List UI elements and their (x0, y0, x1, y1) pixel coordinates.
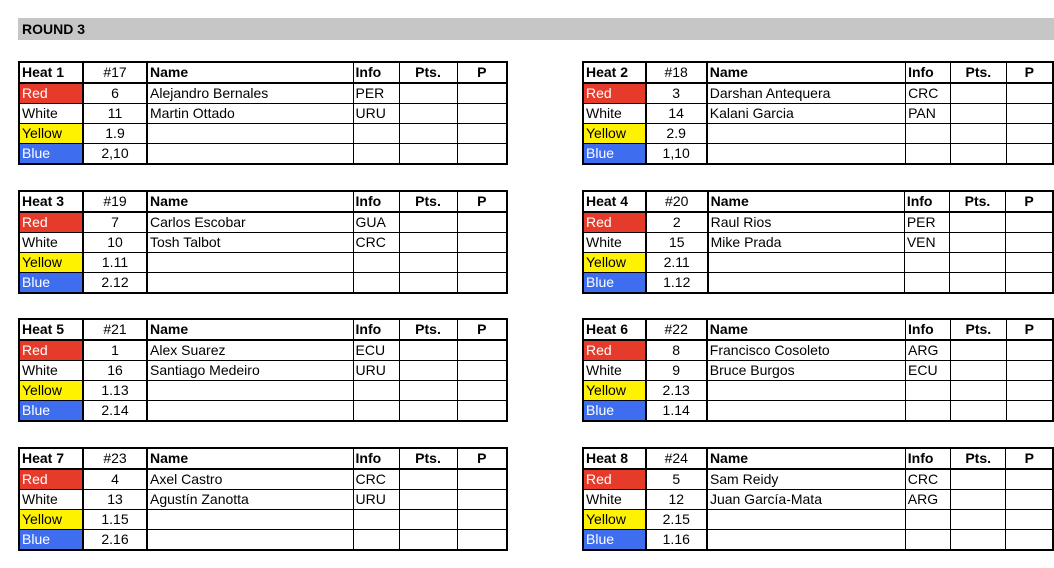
heat-number: #17 (83, 62, 147, 83)
athlete-name (147, 124, 353, 144)
place-cell (457, 144, 507, 165)
heat-table (18, 318, 508, 422)
header-info: Info (906, 62, 951, 83)
heat-header-row (583, 448, 1053, 469)
seed-number: 2.16 (83, 530, 147, 551)
heat-table (582, 61, 1054, 165)
lane-color-white: White (583, 233, 646, 253)
lane-color-white: White (19, 104, 83, 124)
table-row (19, 124, 507, 144)
athlete-country (905, 530, 950, 551)
athlete-name: Bruce Burgos (707, 361, 906, 381)
heat-number: #19 (83, 191, 147, 212)
place-cell (1006, 104, 1053, 124)
athlete-country (353, 144, 399, 165)
athlete-name: Santiago Medeiro (147, 361, 353, 381)
heat-number: #20 (646, 191, 708, 212)
header-name: Name (707, 319, 906, 340)
athlete-name: Axel Castro (147, 469, 353, 490)
points-cell (399, 212, 457, 233)
athlete-country: GUA (353, 212, 399, 233)
lane-color-white: White (19, 490, 83, 510)
heat-label: Heat 5 (19, 319, 83, 340)
table-row (19, 361, 507, 381)
table-row (19, 510, 507, 530)
athlete-name: Carlos Escobar (147, 212, 353, 233)
place-cell (1006, 340, 1053, 361)
athlete-name (707, 401, 906, 422)
heat-header-row (583, 62, 1053, 83)
place-cell (1005, 212, 1053, 233)
athlete-country: CRC (353, 233, 399, 253)
heat-label: Heat 1 (19, 62, 83, 83)
place-cell (1005, 233, 1053, 253)
header-info: Info (353, 448, 399, 469)
lane-color-red: Red (583, 340, 646, 361)
athlete-name (707, 124, 906, 144)
seed-number: 1.12 (646, 273, 708, 294)
athlete-country (353, 381, 399, 401)
points-cell (951, 361, 1007, 381)
seed-number: 13 (83, 490, 147, 510)
lane-color-blue: Blue (583, 401, 646, 422)
athlete-name: Martin Ottado (147, 104, 353, 124)
place-cell (457, 510, 507, 530)
athlete-country: CRC (353, 469, 399, 490)
points-cell (399, 381, 457, 401)
athlete-name (147, 530, 353, 551)
header-name: Name (707, 62, 906, 83)
seed-number: 2.9 (646, 124, 707, 144)
lane-color-red: Red (583, 212, 646, 233)
athlete-country (353, 510, 399, 530)
points-cell (951, 83, 1007, 104)
athlete-country (906, 144, 951, 165)
header-pts: Pts. (949, 191, 1005, 212)
header-p: P (457, 448, 507, 469)
header-info: Info (353, 191, 399, 212)
athlete-country (906, 124, 951, 144)
seed-number: 2.14 (83, 401, 147, 422)
athlete-name: Kalani Garcia (707, 104, 906, 124)
seed-number: 2.12 (83, 273, 147, 294)
header-info: Info (904, 191, 949, 212)
heat-number: #18 (646, 62, 707, 83)
header-pts: Pts. (951, 62, 1007, 83)
header-name: Name (147, 62, 353, 83)
header-pts: Pts. (399, 448, 457, 469)
points-cell (399, 490, 457, 510)
lane-color-blue: Blue (583, 530, 646, 551)
header-p: P (1005, 191, 1053, 212)
heat-label: Heat 6 (583, 319, 646, 340)
seed-number: 2 (646, 212, 708, 233)
points-cell (399, 401, 457, 422)
athlete-country (906, 381, 951, 401)
table-row (583, 104, 1053, 124)
athlete-country (353, 530, 399, 551)
athlete-name (147, 253, 353, 273)
table-row (583, 253, 1053, 273)
heat-table (582, 190, 1054, 294)
athlete-country: URU (353, 361, 399, 381)
header-info: Info (353, 62, 399, 83)
athlete-name: Darshan Antequera (707, 83, 906, 104)
athlete-country: VEN (904, 233, 949, 253)
points-cell (950, 469, 1006, 490)
points-cell (950, 490, 1006, 510)
athlete-name: Francisco Cosoleto (707, 340, 906, 361)
lane-color-red: Red (19, 83, 83, 104)
points-cell (399, 104, 457, 124)
place-cell (457, 361, 507, 381)
lane-color-red: Red (583, 83, 646, 104)
place-cell (457, 273, 507, 294)
athlete-name: Alex Suarez (147, 340, 353, 361)
points-cell (951, 144, 1007, 165)
table-row (19, 104, 507, 124)
header-name: Name (147, 319, 353, 340)
athlete-name: Agustín Zanotta (147, 490, 353, 510)
athlete-name: Mike Prada (708, 233, 905, 253)
seed-number: 9 (646, 361, 707, 381)
place-cell (457, 381, 507, 401)
seed-number: 1.16 (646, 530, 707, 551)
table-row (19, 253, 507, 273)
athlete-country: ARG (906, 340, 951, 361)
heat-label: Heat 7 (19, 448, 83, 469)
athlete-country (353, 124, 399, 144)
lane-color-red: Red (19, 340, 83, 361)
lane-color-yellow: Yellow (19, 381, 83, 401)
table-row (19, 144, 507, 165)
table-row (19, 340, 507, 361)
lane-color-white: White (19, 233, 83, 253)
header-p: P (457, 62, 507, 83)
points-cell (950, 510, 1006, 530)
heat-table (18, 190, 508, 294)
table-row (19, 212, 507, 233)
lane-color-yellow: Yellow (583, 381, 646, 401)
athlete-name: Tosh Talbot (147, 233, 353, 253)
points-cell (399, 510, 457, 530)
header-pts: Pts. (399, 191, 457, 212)
header-info: Info (906, 319, 951, 340)
seed-number: 1.14 (646, 401, 707, 422)
place-cell (457, 233, 507, 253)
seed-number: 16 (83, 361, 147, 381)
athlete-country: PER (353, 83, 399, 104)
place-cell (1006, 144, 1053, 165)
points-cell (949, 212, 1005, 233)
athlete-name: Raul Rios (708, 212, 905, 233)
table-row (583, 273, 1053, 294)
athlete-country (353, 253, 399, 273)
athlete-country: URU (353, 490, 399, 510)
place-cell (457, 253, 507, 273)
place-cell (457, 124, 507, 144)
place-cell (457, 490, 507, 510)
place-cell (1006, 530, 1053, 551)
lane-color-yellow: Yellow (583, 253, 646, 273)
seed-number: 12 (646, 490, 707, 510)
lane-color-blue: Blue (19, 530, 83, 551)
points-cell (951, 104, 1007, 124)
table-row (583, 530, 1053, 551)
heat-table (18, 447, 508, 551)
athlete-country: CRC (906, 83, 951, 104)
table-row (583, 233, 1053, 253)
table-row (583, 212, 1053, 233)
points-cell (399, 124, 457, 144)
athlete-name (707, 510, 905, 530)
place-cell (457, 530, 507, 551)
seed-number: 1.11 (83, 253, 147, 273)
athlete-country (353, 401, 399, 422)
points-cell (951, 124, 1007, 144)
lane-color-white: White (583, 361, 646, 381)
athlete-country (353, 273, 399, 294)
place-cell (1006, 469, 1053, 490)
points-cell (950, 530, 1006, 551)
place-cell (1006, 401, 1053, 422)
points-cell (399, 530, 457, 551)
athlete-name: Juan García-Mata (707, 490, 905, 510)
heat-number: #21 (83, 319, 147, 340)
athlete-name (707, 144, 906, 165)
lane-color-blue: Blue (583, 144, 646, 165)
athlete-country: PAN (906, 104, 951, 124)
heat-header-row (19, 448, 507, 469)
place-cell (457, 104, 507, 124)
table-row (583, 381, 1053, 401)
place-cell (1006, 83, 1053, 104)
heat-table (582, 447, 1054, 551)
heat-header-row (19, 191, 507, 212)
place-cell (1005, 273, 1053, 294)
lane-color-yellow: Yellow (583, 124, 646, 144)
lane-color-red: Red (583, 469, 646, 490)
athlete-country: ECU (353, 340, 399, 361)
place-cell (1006, 381, 1053, 401)
heat-header-row (583, 319, 1053, 340)
seed-number: 1.15 (83, 510, 147, 530)
seed-number: 1,10 (646, 144, 707, 165)
table-row (583, 340, 1053, 361)
athlete-name (708, 273, 905, 294)
seed-number: 7 (83, 212, 147, 233)
heat-header-row (583, 191, 1053, 212)
athlete-name (147, 510, 353, 530)
points-cell (399, 83, 457, 104)
points-cell (949, 253, 1005, 273)
seed-number: 2,10 (83, 144, 147, 165)
athlete-name (147, 144, 353, 165)
lane-color-white: White (583, 104, 646, 124)
points-cell (399, 144, 457, 165)
table-row (19, 530, 507, 551)
round-title: ROUND 3 (18, 18, 1054, 40)
seed-number: 4 (83, 469, 147, 490)
athlete-country: PER (904, 212, 949, 233)
header-pts: Pts. (950, 448, 1006, 469)
table-row (583, 490, 1053, 510)
seed-number: 10 (83, 233, 147, 253)
points-cell (399, 361, 457, 381)
points-cell (399, 273, 457, 294)
heat-label: Heat 2 (583, 62, 646, 83)
header-pts: Pts. (399, 319, 457, 340)
place-cell (1006, 124, 1053, 144)
heat-table (18, 61, 508, 165)
heat-label: Heat 3 (19, 191, 83, 212)
lane-color-blue: Blue (583, 273, 646, 294)
table-row (19, 490, 507, 510)
place-cell (1006, 510, 1053, 530)
heat-label: Heat 4 (583, 191, 646, 212)
lane-color-blue: Blue (19, 273, 83, 294)
athlete-name: Alejandro Bernales (147, 83, 353, 104)
lane-color-red: Red (19, 469, 83, 490)
seed-number: 1.13 (83, 381, 147, 401)
heat-header-row (19, 62, 507, 83)
athlete-country: URU (353, 104, 399, 124)
table-row (19, 83, 507, 104)
athlete-name (147, 273, 353, 294)
header-p: P (1006, 319, 1053, 340)
athlete-country: CRC (905, 469, 950, 490)
header-pts: Pts. (399, 62, 457, 83)
header-name: Name (147, 191, 353, 212)
header-name: Name (147, 448, 353, 469)
lane-color-white: White (19, 361, 83, 381)
place-cell (457, 469, 507, 490)
header-p: P (1006, 62, 1053, 83)
points-cell (951, 381, 1007, 401)
heat-header-row (19, 319, 507, 340)
heat-table (582, 318, 1054, 422)
seed-number: 2.11 (646, 253, 708, 273)
athlete-country: ARG (905, 490, 950, 510)
table-row (583, 124, 1053, 144)
seed-number: 3 (646, 83, 707, 104)
lane-color-blue: Blue (19, 401, 83, 422)
seed-number: 2.15 (646, 510, 707, 530)
place-cell (1006, 361, 1053, 381)
points-cell (949, 233, 1005, 253)
lane-color-yellow: Yellow (19, 510, 83, 530)
header-name: Name (707, 448, 905, 469)
seed-number: 6 (83, 83, 147, 104)
athlete-name (147, 401, 353, 422)
header-pts: Pts. (951, 319, 1007, 340)
seed-number: 2.13 (646, 381, 707, 401)
athlete-name (707, 530, 905, 551)
table-row (583, 144, 1053, 165)
table-row (583, 469, 1053, 490)
heat-label: Heat 8 (583, 448, 646, 469)
header-name: Name (708, 191, 905, 212)
table-row (583, 510, 1053, 530)
table-row (19, 233, 507, 253)
heat-number: #22 (646, 319, 707, 340)
header-info: Info (353, 319, 399, 340)
athlete-name (708, 253, 905, 273)
table-row (583, 401, 1053, 422)
seed-number: 11 (83, 104, 147, 124)
athlete-country: ECU (906, 361, 951, 381)
place-cell (457, 401, 507, 422)
points-cell (399, 340, 457, 361)
seed-number: 1.9 (83, 124, 147, 144)
athlete-country (904, 273, 949, 294)
header-p: P (1006, 448, 1053, 469)
heat-number: #23 (83, 448, 147, 469)
table-row (19, 401, 507, 422)
table-row (583, 83, 1053, 104)
seed-number: 1 (83, 340, 147, 361)
lane-color-yellow: Yellow (19, 124, 83, 144)
athlete-country (906, 401, 951, 422)
points-cell (399, 253, 457, 273)
points-cell (951, 401, 1007, 422)
seed-number: 8 (646, 340, 707, 361)
athlete-name (147, 381, 353, 401)
lane-color-red: Red (19, 212, 83, 233)
points-cell (951, 340, 1007, 361)
points-cell (399, 233, 457, 253)
header-p: P (457, 191, 507, 212)
lane-color-yellow: Yellow (19, 253, 83, 273)
seed-number: 15 (646, 233, 708, 253)
place-cell (457, 83, 507, 104)
lane-color-white: White (583, 490, 646, 510)
table-row (19, 381, 507, 401)
athlete-name: Sam Reidy (707, 469, 905, 490)
lane-color-blue: Blue (19, 144, 83, 165)
points-cell (949, 273, 1005, 294)
athlete-country (904, 253, 949, 273)
table-row (583, 361, 1053, 381)
place-cell (1005, 253, 1053, 273)
heat-number: #24 (646, 448, 707, 469)
seed-number: 5 (646, 469, 707, 490)
points-cell (399, 469, 457, 490)
header-p: P (457, 319, 507, 340)
lane-color-yellow: Yellow (583, 510, 646, 530)
athlete-name (707, 381, 906, 401)
place-cell (457, 340, 507, 361)
table-row (19, 469, 507, 490)
header-info: Info (905, 448, 950, 469)
seed-number: 14 (646, 104, 707, 124)
table-row (19, 273, 507, 294)
place-cell (1006, 490, 1053, 510)
athlete-country (905, 510, 950, 530)
place-cell (457, 212, 507, 233)
